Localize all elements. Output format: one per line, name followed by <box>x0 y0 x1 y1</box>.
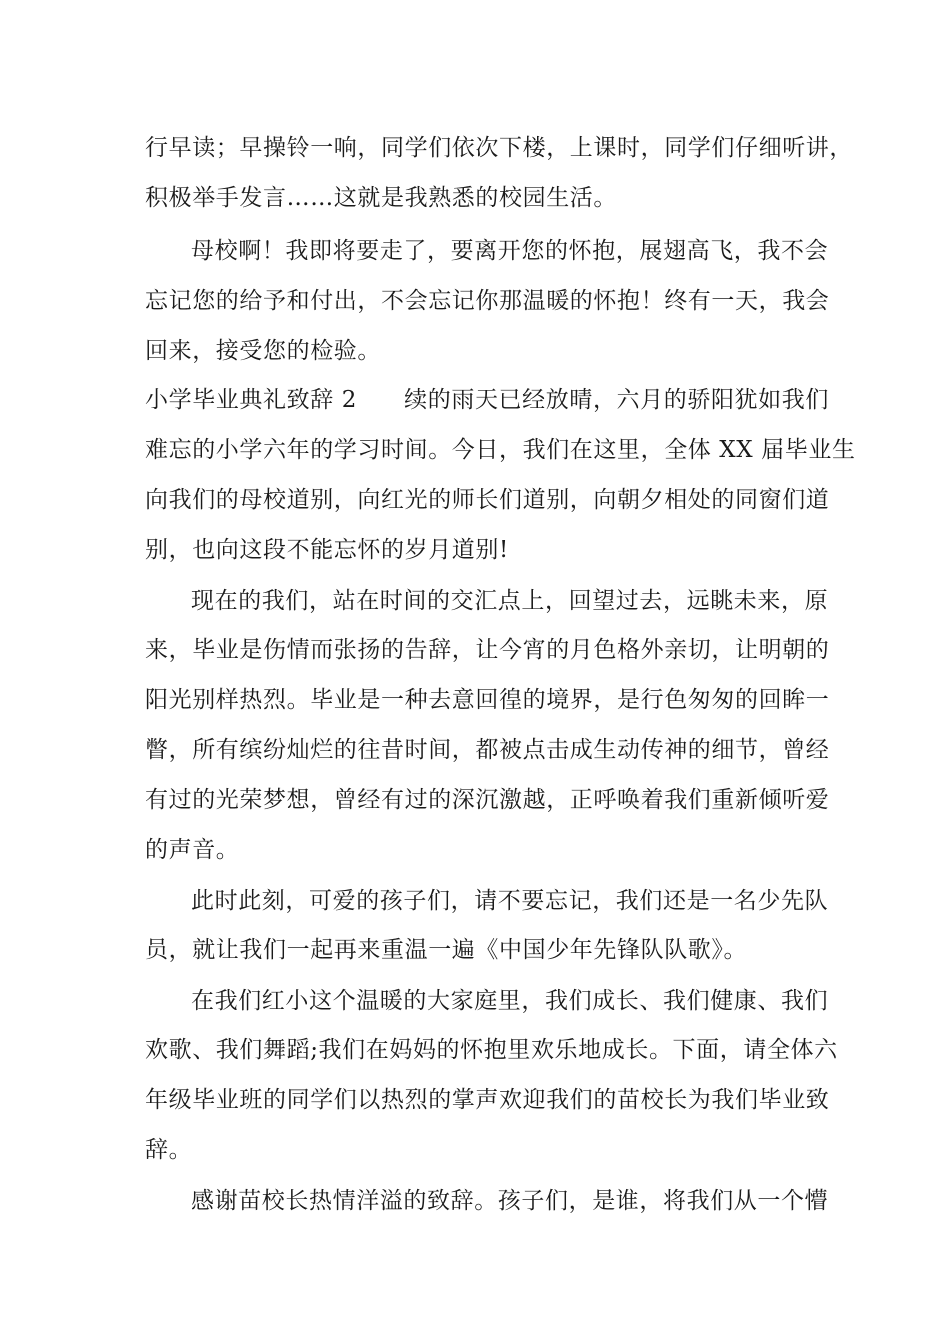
text-line: 回来，接受您的检验。 <box>145 338 381 364</box>
text-line: 现在的我们，站在时间的交汇点上，回望过去，远眺未来，原 <box>191 588 829 614</box>
text-line: 员，就让我们一起再来重温一遍《中国少年先锋队队歌》。 <box>145 937 748 963</box>
text-line: 在我们红小这个温暖的大家庭里，我们成长、我们健康、我们 <box>191 988 829 1014</box>
text-line: 年级毕业班的同学们以热烈的掌声欢迎我们的苗校长为我们毕业致 <box>145 1087 830 1113</box>
text-line: 来，毕业是伤情而张扬的告辞，让今宵的月色格外亲切，让明朝的 <box>145 637 830 663</box>
text-line: 此时此刻，可爱的孩子们，请不要忘记，我们还是一名少先队 <box>191 888 829 914</box>
text-line: 难忘的小学六年的学习时间。今日，我们在这里，全体 XX 届毕业生 <box>145 437 856 463</box>
text-line: 积极举手发言……这就是我熟悉的校园生活。 <box>145 185 617 211</box>
text-line: 向我们的母校道别，向红光的师长们道别，向朝夕相处的同窗们道 <box>145 487 830 513</box>
text-line: 忘记您的给予和付出，不会忘记你那温暖的怀抱！终有一天，我会 <box>145 288 830 314</box>
text-line: 的声音。 <box>145 837 240 863</box>
text-line: 阳光别样热烈。毕业是一种去意回徨的境界，是行色匆匆的回眸一 <box>145 687 830 713</box>
text-line: 有过的光荣梦想，曾经有过的深沉激越，正呼唤着我们重新倾听爱 <box>145 787 830 813</box>
text-line: 瞥，所有缤纷灿烂的往昔时间，都被点击成生动传神的细节，曾经 <box>145 737 830 763</box>
text-line: 行早读；早操铃一响，同学们依次下楼，上课时，同学们仔细听讲， <box>145 135 853 161</box>
text-line: 感谢苗校长热情洋溢的致辞。孩子们，是谁，将我们从一个懵 <box>191 1188 829 1214</box>
section-heading-line: 小学毕业典礼致辞 2 续的雨天已经放晴，六月的骄阳犹如我们 <box>145 387 829 413</box>
text-line: 别，也向这段不能忘怀的岁月道别! <box>145 537 509 563</box>
text-line: 母校啊！我即将要走了，要离开您的怀抱，展翅高飞，我不会 <box>191 238 829 264</box>
text-line: 辞。 <box>145 1137 193 1163</box>
text-line: 欢歌、我们舞蹈;我们在妈妈的怀抱里欢乐地成长。下面，请全体六 <box>145 1037 838 1063</box>
